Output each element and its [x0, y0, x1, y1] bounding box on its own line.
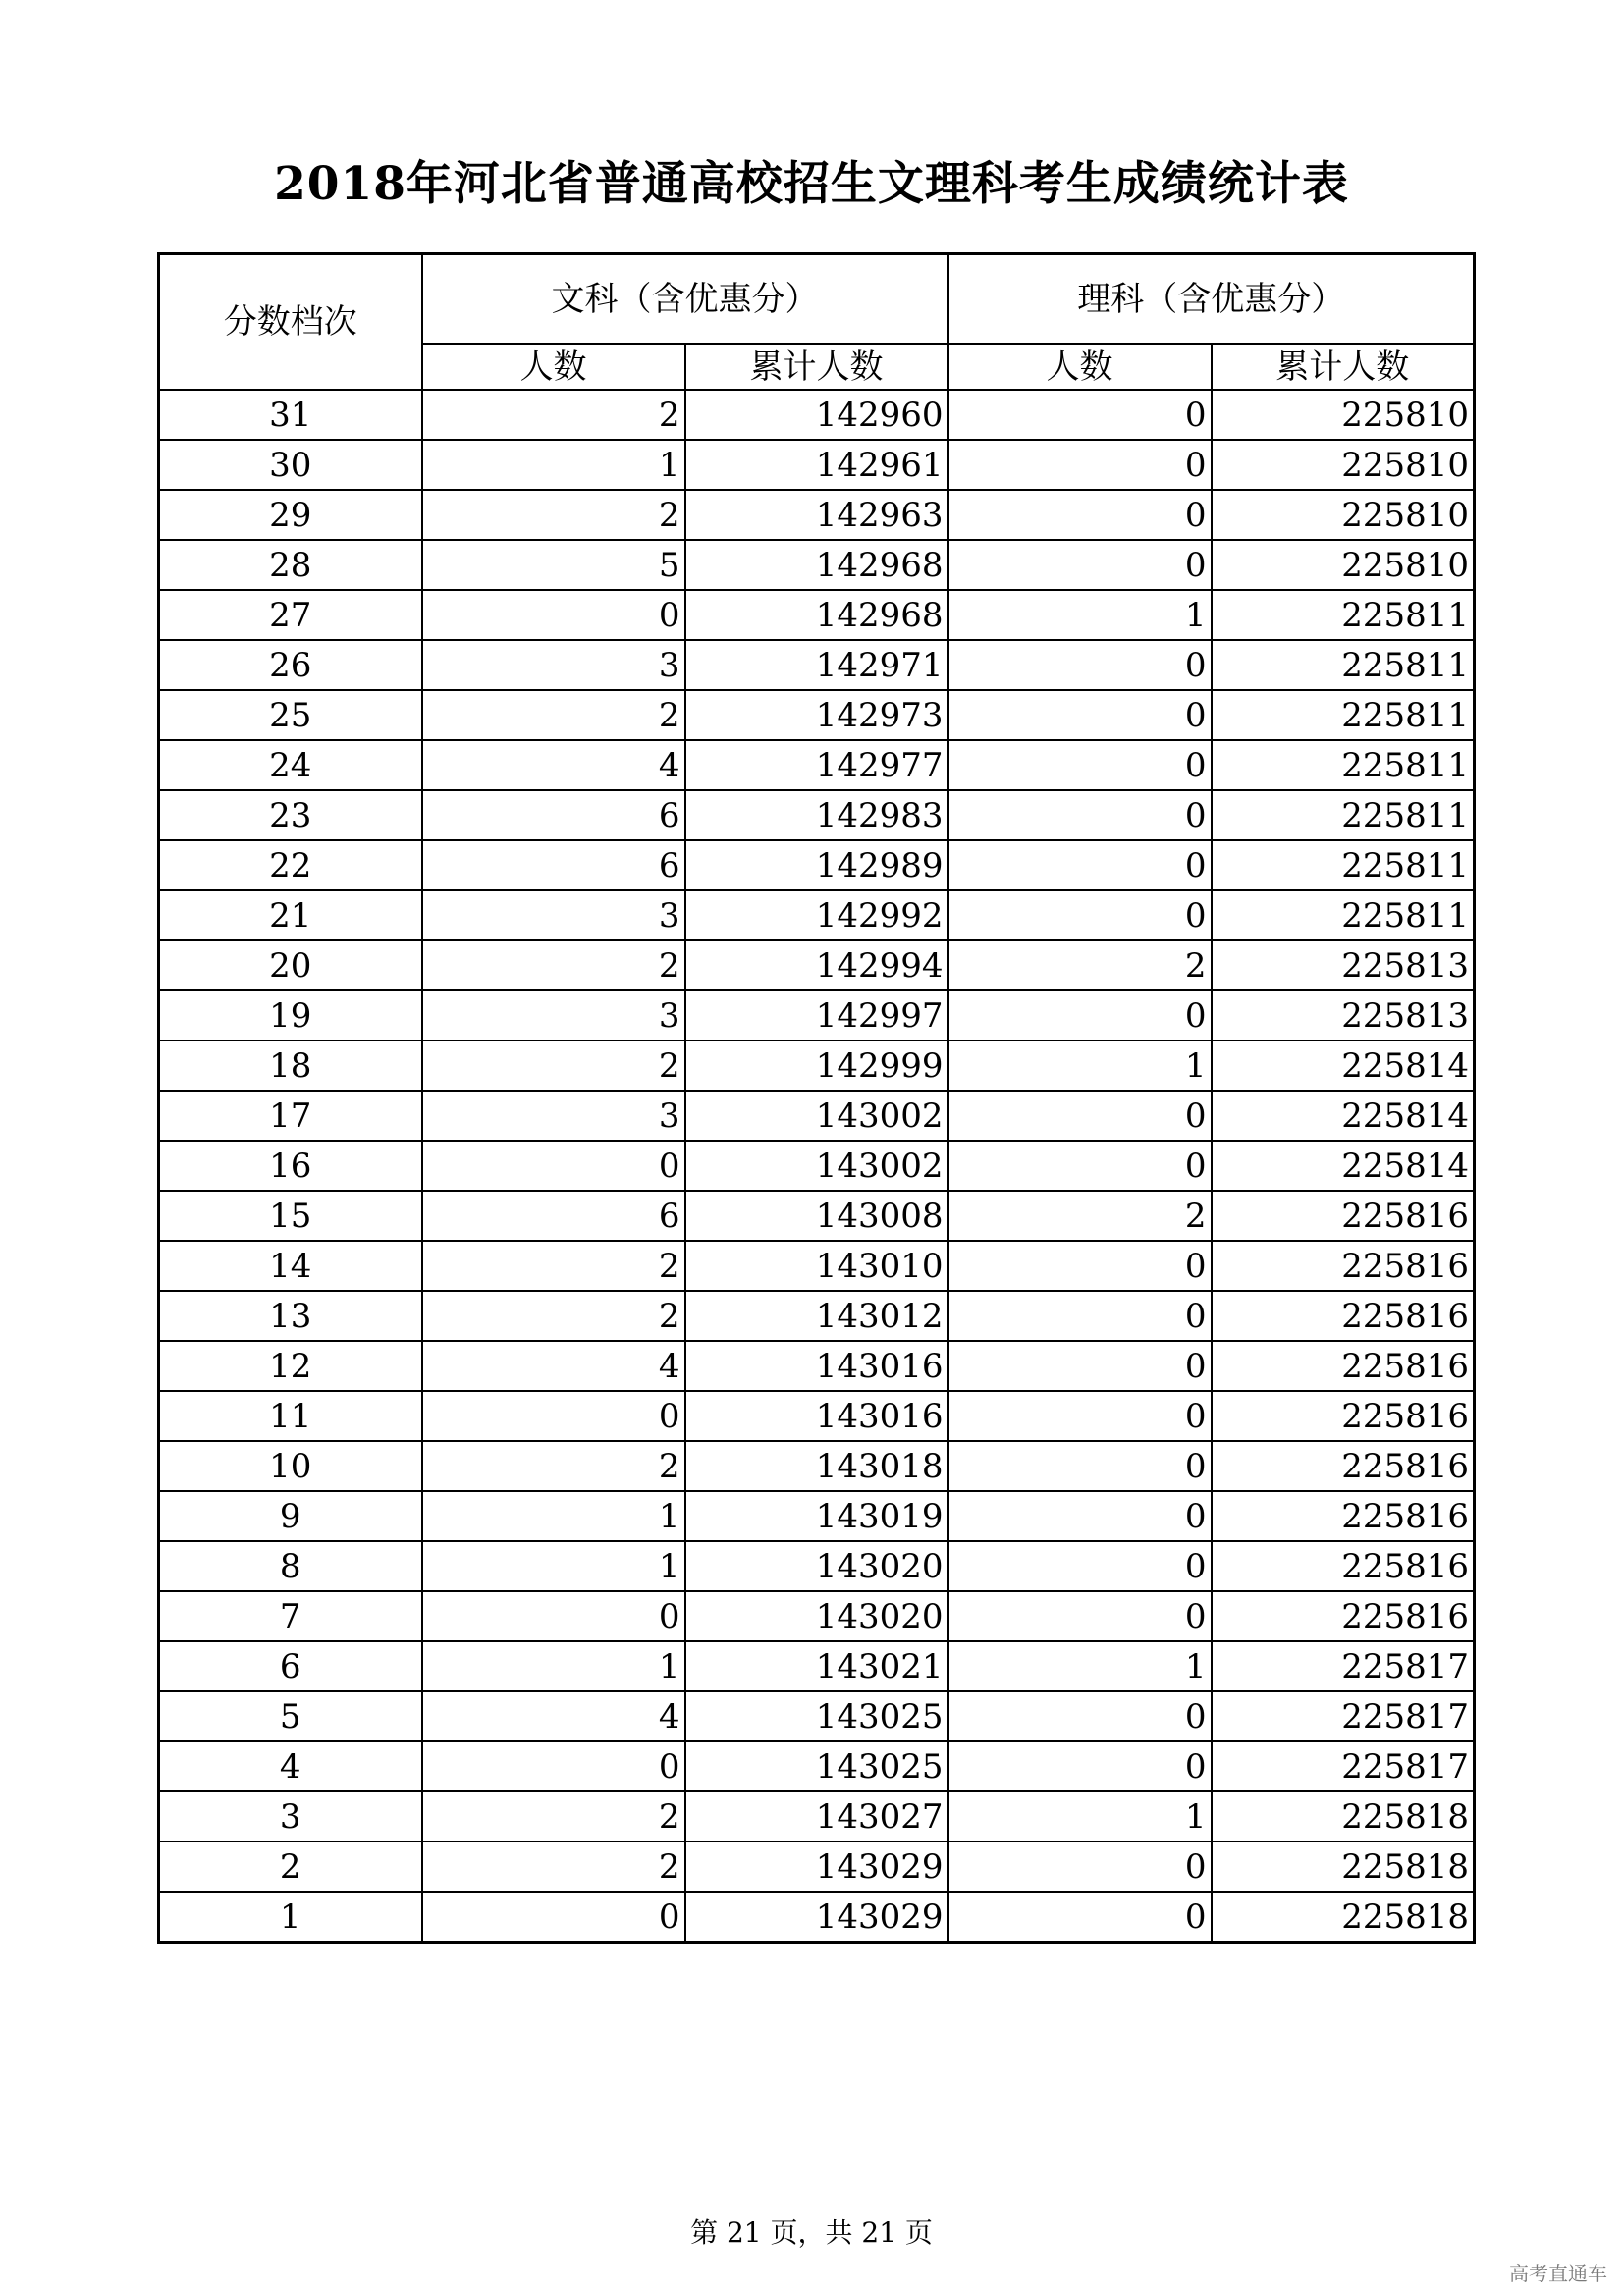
- science-count-cell: 0: [948, 1091, 1212, 1141]
- liberal-arts-cumulative-cell: 143029: [685, 1892, 948, 1943]
- liberal-arts-cumulative-cell: 143019: [685, 1491, 948, 1541]
- page-title: 2018年河北省普通高校招生文理科考生成绩统计表: [274, 157, 1349, 211]
- score-cell: 26: [159, 640, 422, 690]
- score-cell: 1: [159, 1892, 422, 1943]
- table-row: [159, 590, 1475, 640]
- score-cell: 31: [159, 390, 422, 440]
- science-cumulative-cell: 225816: [1212, 1191, 1475, 1241]
- liberal-arts-cumulative-cell: 142963: [685, 490, 948, 540]
- science-cumulative-cell: 225816: [1212, 1491, 1475, 1541]
- science-count-cell: 0: [948, 540, 1212, 590]
- score-cell: 10: [159, 1441, 422, 1491]
- liberal-arts-cumulative-cell: 143021: [685, 1641, 948, 1691]
- science-count-cell: 0: [948, 490, 1212, 540]
- score-cell: 30: [159, 440, 422, 490]
- science-count-cell: 0: [948, 1591, 1212, 1641]
- liberal-arts-cumulative-cell: 143002: [685, 1141, 948, 1191]
- science-count-cell: 0: [948, 840, 1212, 890]
- score-cell: 8: [159, 1541, 422, 1591]
- liberal-arts-cumulative-cell: 143027: [685, 1791, 948, 1842]
- science-count-cell: 0: [948, 890, 1212, 940]
- liberal-arts-count-cell: 2: [422, 1241, 685, 1291]
- liberal-arts-cumulative-cell: 143012: [685, 1291, 948, 1341]
- table-row: [159, 940, 1475, 990]
- liberal-arts-count-cell: 6: [422, 840, 685, 890]
- liberal-arts-count-cell: 2: [422, 940, 685, 990]
- liberal-arts-count-cell: 0: [422, 1391, 685, 1441]
- liberal-arts-count-cell: 2: [422, 1791, 685, 1842]
- science-count-cell: 0: [948, 1441, 1212, 1491]
- table-row: [159, 490, 1475, 540]
- table-row: [159, 1491, 1475, 1541]
- liberal-arts-count-cell: 1: [422, 1641, 685, 1691]
- liberal-arts-count-cell: 5: [422, 540, 685, 590]
- science-cumulative-cell: 225813: [1212, 990, 1475, 1041]
- science-cumulative-cell: 225810: [1212, 440, 1475, 490]
- table-row: [159, 1091, 1475, 1141]
- liberal-arts-cumulative-cell: 143016: [685, 1391, 948, 1441]
- score-cell: 6: [159, 1641, 422, 1691]
- science-count-cell: 0: [948, 1691, 1212, 1741]
- science-cumulative-cell: 225814: [1212, 1141, 1475, 1191]
- liberal-arts-cumulative-cell: 142994: [685, 940, 948, 990]
- liberal-arts-cumulative-cell: 143020: [685, 1541, 948, 1591]
- table-row: [159, 790, 1475, 840]
- liberal-arts-cumulative-cell: 142961: [685, 440, 948, 490]
- science-cumulative-cell: 225811: [1212, 690, 1475, 740]
- table-row: [159, 890, 1475, 940]
- liberal-arts-count-cell: 1: [422, 1491, 685, 1541]
- liberal-arts-count-cell: 2: [422, 690, 685, 740]
- score-cell: 13: [159, 1291, 422, 1341]
- score-statistics-table: [157, 252, 1476, 1944]
- science-cumulative-cell: 225816: [1212, 1291, 1475, 1341]
- liberal-arts-cumulative-header: 累计人数: [685, 344, 948, 390]
- science-count-cell: 0: [948, 1141, 1212, 1191]
- score-cell: 17: [159, 1091, 422, 1141]
- score-cell: 28: [159, 540, 422, 590]
- liberal-arts-cumulative-cell: 143002: [685, 1091, 948, 1141]
- science-cumulative-cell: 225810: [1212, 390, 1475, 440]
- science-count-cell: 0: [948, 690, 1212, 740]
- science-count-cell: 0: [948, 390, 1212, 440]
- liberal-arts-count-header: 人数: [422, 344, 685, 390]
- science-count-cell: 0: [948, 1842, 1212, 1892]
- score-cell: 23: [159, 790, 422, 840]
- science-cumulative-cell: 225818: [1212, 1791, 1475, 1842]
- science-count-cell: 0: [948, 1391, 1212, 1441]
- science-count-cell: 2: [948, 940, 1212, 990]
- liberal-arts-cumulative-cell: 142968: [685, 540, 948, 590]
- science-count-cell: 0: [948, 1892, 1212, 1943]
- watermark: 高考直通车: [1509, 2262, 1607, 2285]
- liberal-arts-count-cell: 0: [422, 1892, 685, 1943]
- score-cell: 3: [159, 1791, 422, 1842]
- liberal-arts-count-cell: 0: [422, 1591, 685, 1641]
- table-row: [159, 740, 1475, 790]
- table-row: [159, 840, 1475, 890]
- liberal-arts-cumulative-cell: 142999: [685, 1041, 948, 1091]
- liberal-arts-count-cell: 2: [422, 1441, 685, 1491]
- liberal-arts-count-cell: 0: [422, 1141, 685, 1191]
- table-row: [159, 1741, 1475, 1791]
- score-cell: 12: [159, 1341, 422, 1391]
- score-cell: 19: [159, 990, 422, 1041]
- score-level-header: 分数档次: [159, 254, 422, 391]
- liberal-arts-count-cell: 2: [422, 490, 685, 540]
- liberal-arts-count-cell: 2: [422, 1842, 685, 1892]
- science-cumulative-cell: 225814: [1212, 1041, 1475, 1091]
- liberal-arts-cumulative-cell: 142973: [685, 690, 948, 740]
- table-row: [159, 990, 1475, 1041]
- science-cumulative-cell: 225816: [1212, 1391, 1475, 1441]
- table-header-row: [159, 254, 1475, 345]
- liberal-arts-count-cell: 3: [422, 990, 685, 1041]
- score-cell: 18: [159, 1041, 422, 1091]
- table-row: [159, 1641, 1475, 1691]
- science-count-cell: 0: [948, 640, 1212, 690]
- liberal-arts-cumulative-cell: 142960: [685, 390, 948, 440]
- liberal-arts-cumulative-cell: 142997: [685, 990, 948, 1041]
- score-cell: 29: [159, 490, 422, 540]
- table-row: [159, 690, 1475, 740]
- science-cumulative-cell: 225811: [1212, 740, 1475, 790]
- table-body: [159, 390, 1475, 1943]
- score-cell: 7: [159, 1591, 422, 1641]
- liberal-arts-header: 文科（含优惠分）: [422, 254, 948, 345]
- score-cell: 11: [159, 1391, 422, 1441]
- science-cumulative-cell: 225816: [1212, 1241, 1475, 1291]
- science-count-cell: 0: [948, 1741, 1212, 1791]
- science-count-cell: 0: [948, 440, 1212, 490]
- liberal-arts-cumulative-cell: 143020: [685, 1591, 948, 1641]
- liberal-arts-cumulative-cell: 143018: [685, 1441, 948, 1491]
- science-cumulative-cell: 225817: [1212, 1641, 1475, 1691]
- science-cumulative-cell: 225818: [1212, 1892, 1475, 1943]
- score-cell: 16: [159, 1141, 422, 1191]
- science-count-cell: 2: [948, 1191, 1212, 1241]
- liberal-arts-count-cell: 1: [422, 1541, 685, 1591]
- science-cumulative-cell: 225816: [1212, 1541, 1475, 1591]
- science-count-cell: 1: [948, 1041, 1212, 1091]
- science-cumulative-cell: 225811: [1212, 840, 1475, 890]
- liberal-arts-count-cell: 2: [422, 390, 685, 440]
- table-row: [159, 440, 1475, 490]
- liberal-arts-cumulative-cell: 142971: [685, 640, 948, 690]
- table-row: [159, 1691, 1475, 1741]
- science-cumulative-cell: 225810: [1212, 490, 1475, 540]
- liberal-arts-cumulative-cell: 143025: [685, 1691, 948, 1741]
- science-count-cell: 0: [948, 1491, 1212, 1541]
- liberal-arts-count-cell: 0: [422, 590, 685, 640]
- table-row: [159, 1191, 1475, 1241]
- liberal-arts-count-cell: 3: [422, 890, 685, 940]
- liberal-arts-count-cell: 6: [422, 790, 685, 840]
- liberal-arts-count-cell: 4: [422, 1691, 685, 1741]
- table-row: [159, 1591, 1475, 1641]
- page-footer: 第 21 页，共 21 页: [690, 2216, 933, 2249]
- liberal-arts-cumulative-cell: 143008: [685, 1191, 948, 1241]
- liberal-arts-cumulative-cell: 142992: [685, 890, 948, 940]
- liberal-arts-count-cell: 4: [422, 1341, 685, 1391]
- science-count-cell: 0: [948, 790, 1212, 840]
- science-cumulative-cell: 225817: [1212, 1691, 1475, 1741]
- score-cell: 2: [159, 1842, 422, 1892]
- science-header: 理科（含优惠分）: [948, 254, 1475, 345]
- liberal-arts-cumulative-cell: 143010: [685, 1241, 948, 1291]
- table-row: [159, 1341, 1475, 1391]
- liberal-arts-cumulative-cell: 143016: [685, 1341, 948, 1391]
- science-cumulative-header: 累计人数: [1212, 344, 1475, 390]
- score-cell: 14: [159, 1241, 422, 1291]
- table-row: [159, 1391, 1475, 1441]
- table-row: [159, 1791, 1475, 1842]
- science-cumulative-cell: 225813: [1212, 940, 1475, 990]
- table-row: [159, 1241, 1475, 1291]
- table-row: [159, 640, 1475, 690]
- science-count-header: 人数: [948, 344, 1212, 390]
- score-cell: 27: [159, 590, 422, 640]
- table-row: [159, 540, 1475, 590]
- table-row: [159, 390, 1475, 440]
- science-cumulative-cell: 225818: [1212, 1842, 1475, 1892]
- table-row: [159, 1291, 1475, 1341]
- science-cumulative-cell: 225814: [1212, 1091, 1475, 1141]
- table-row: [159, 1541, 1475, 1591]
- liberal-arts-cumulative-cell: 142989: [685, 840, 948, 890]
- table-row: [159, 1842, 1475, 1892]
- liberal-arts-count-cell: 0: [422, 1741, 685, 1791]
- score-cell: 24: [159, 740, 422, 790]
- score-cell: 25: [159, 690, 422, 740]
- science-cumulative-cell: 225817: [1212, 1741, 1475, 1791]
- science-count-cell: 0: [948, 1291, 1212, 1341]
- score-cell: 9: [159, 1491, 422, 1541]
- table-row: [159, 1892, 1475, 1943]
- science-cumulative-cell: 225811: [1212, 890, 1475, 940]
- science-count-cell: 0: [948, 990, 1212, 1041]
- table-row: [159, 1041, 1475, 1091]
- score-cell: 5: [159, 1691, 422, 1741]
- science-count-cell: 1: [948, 1791, 1212, 1842]
- liberal-arts-cumulative-cell: 143029: [685, 1842, 948, 1892]
- science-cumulative-cell: 225816: [1212, 1591, 1475, 1641]
- liberal-arts-count-cell: 3: [422, 640, 685, 690]
- science-count-cell: 1: [948, 1641, 1212, 1691]
- liberal-arts-cumulative-cell: 142977: [685, 740, 948, 790]
- science-cumulative-cell: 225816: [1212, 1341, 1475, 1391]
- liberal-arts-count-cell: 4: [422, 740, 685, 790]
- science-cumulative-cell: 225816: [1212, 1441, 1475, 1491]
- score-cell: 21: [159, 890, 422, 940]
- liberal-arts-count-cell: 3: [422, 1091, 685, 1141]
- liberal-arts-cumulative-cell: 143025: [685, 1741, 948, 1791]
- science-cumulative-cell: 225810: [1212, 540, 1475, 590]
- liberal-arts-count-cell: 1: [422, 440, 685, 490]
- science-count-cell: 0: [948, 1541, 1212, 1591]
- science-cumulative-cell: 225811: [1212, 790, 1475, 840]
- score-cell: 15: [159, 1191, 422, 1241]
- science-cumulative-cell: 225811: [1212, 590, 1475, 640]
- science-count-cell: 1: [948, 590, 1212, 640]
- science-count-cell: 0: [948, 1341, 1212, 1391]
- liberal-arts-count-cell: 2: [422, 1041, 685, 1091]
- liberal-arts-count-cell: 2: [422, 1291, 685, 1341]
- liberal-arts-cumulative-cell: 142983: [685, 790, 948, 840]
- liberal-arts-cumulative-cell: 142968: [685, 590, 948, 640]
- science-count-cell: 0: [948, 740, 1212, 790]
- score-cell: 20: [159, 940, 422, 990]
- science-cumulative-cell: 225811: [1212, 640, 1475, 690]
- table-row: [159, 1141, 1475, 1191]
- score-cell: 4: [159, 1741, 422, 1791]
- score-cell: 22: [159, 840, 422, 890]
- liberal-arts-count-cell: 6: [422, 1191, 685, 1241]
- science-count-cell: 0: [948, 1241, 1212, 1291]
- table-row: [159, 1441, 1475, 1491]
